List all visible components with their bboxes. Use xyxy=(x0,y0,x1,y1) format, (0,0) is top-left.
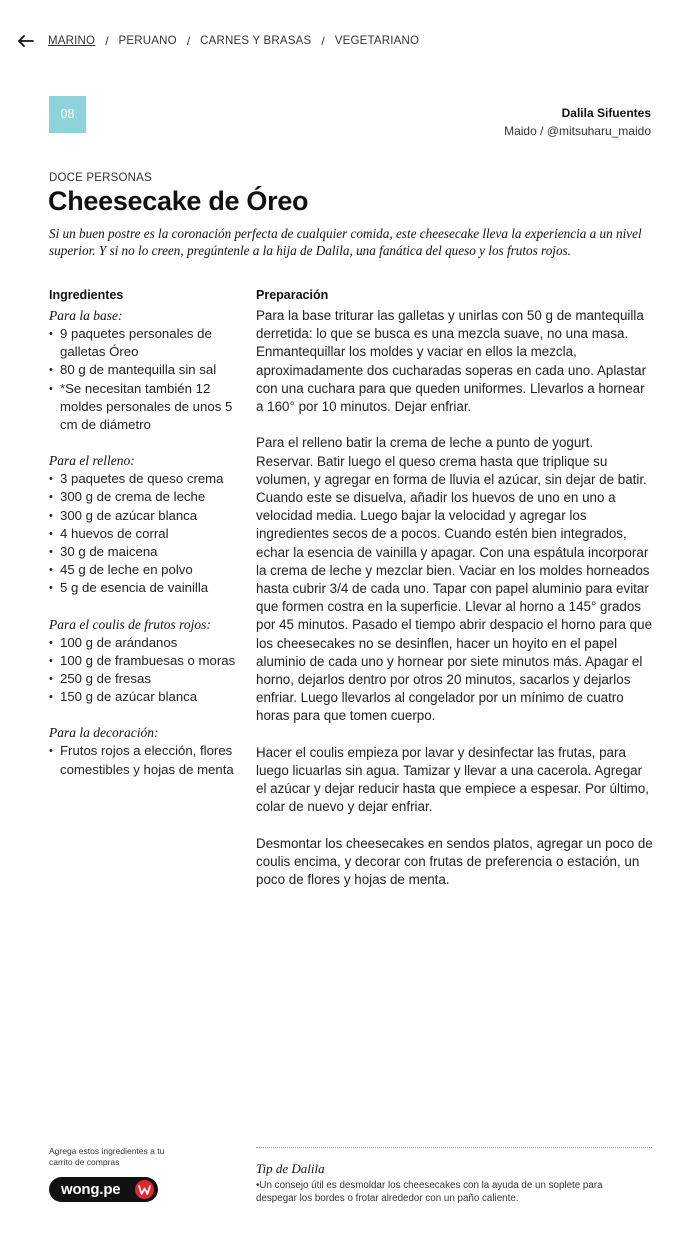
ingredients-column xyxy=(49,288,244,797)
ingredient-group-title: Para el coulis de frutos rojos: xyxy=(49,616,211,632)
ingredient-list xyxy=(49,470,244,597)
ingredient-item: • *Se necesitan también 12 moldes personales de unos 5 cm de diámetro xyxy=(49,380,244,435)
nav-item-peruano[interactable]: PERUANO xyxy=(118,35,177,47)
preparation-step: Hacer el coulis empieza por lavar y desinfectar las frutas, para luego licuarlas sin agua. Tamizar y llevar a una cacerola. Agregar el azúcar y dejar reducir hasta que empiece a espesar. Por último, colar de nuevo y dejar enfriar. xyxy=(256,744,649,815)
ingredient-list xyxy=(49,325,244,434)
ingredient-item: • 4 huevos de corral xyxy=(49,525,244,543)
category-breadcrumb xyxy=(16,30,419,52)
preparation-column xyxy=(256,288,654,908)
tip-text: •Un consejo útil es desmoldar los cheesecakes con la ayuda de un soplete para despegar los bordes o frotar alrededor con un paño caliente. xyxy=(256,1180,603,1204)
preparation-step: Desmontar los cheesecakes en sendos platos, agregar un poco de coulis encima, y decorar con frutas de preferencia o estación, un poco de flores y hojas de menta. xyxy=(256,835,653,888)
nav-item-marino[interactable]: MARINO xyxy=(48,35,96,47)
ingredient-item: • 100 g de frambuesas o moras xyxy=(49,652,244,670)
ingredient-item: • 80 g de mantequilla sin sal xyxy=(49,361,244,379)
preparation-step: Para el relleno batir la crema de leche a punto de yogurt. Reservar. Batir luego el queso crema hasta que triplique su volumen, y agregar en forma de lluvia el azúcar, sin dejar de batir. Cuando este se disuelva, añadir los huevos de uno en uno a velocidad media. Luego bajar la velocidad y agregar los ingredientes secos de a pocos. Cuando estén bien integrados, echar la esencia de vainilla y apagar. Con una espátula incorporar la crema de leche y mezclar bien. Vaciar en los moldes horneados hasta cubrir 3/4 de cada uno. Tapar con papel aluminio para evitar que formen costra en la superficie. Llevar al horno a 145° grados por 45 minutos. Pasado el tiempo abrir despacio el horno para que los cheesecakes no se desinflen, hacer un hoyito en el papel aluminio de cada uno y hornear por siete minutos más. Apagar el horno, dejarlos dentro por otros 20 minutos, sacarlos y dejarlos enfriar. Luego llevarlos al congelador por un mínimo de cuatro horas para que tomen cuerpo. xyxy=(256,435,653,724)
ingredient-item: • 5 g de esencia de vainilla xyxy=(49,579,244,597)
nav-item-carnes-y-brasas[interactable]: CARNES Y BRASAS xyxy=(200,35,312,47)
ingredient-item: • Frutos rojos a elección, flores comestibles y hojas de menta xyxy=(49,742,244,778)
tip-title: Tip de Dalila xyxy=(256,1161,325,1176)
nav-separator: / xyxy=(105,34,109,48)
footer-divider xyxy=(256,1147,652,1148)
ingredient-group-title: Para la decoración: xyxy=(49,725,159,741)
preparation-step: Para la base triturar las galletas y unirlas con 50 g de mantequilla derretida: lo que se busca es una mezcla suave, no una masa. Enmantequillar los moldes y vaciar en ellos la mezcla, aproximadamente dos cucharadas soperas en cada uno. Aplastar con una cuchara para que queden uniformes. Llevarlos a hornear a 160° por 10 minutos. Dejar enfriar. xyxy=(256,308,647,415)
ingredients-heading: Ingredientes xyxy=(49,288,124,302)
servings-label: DOCE PERSONAS xyxy=(49,172,152,184)
wong-logo-icon xyxy=(135,1180,154,1199)
wong-cart-button[interactable] xyxy=(49,1177,158,1202)
recipe-intro: Si un buen postre es la coronación perfecta de cualquier comida, este cheesecake lleva la experiencia a un nivel superior. Y si no lo creen, pregúntenle a la hija de Dalila, una fanática del queso y los frutos rojos. xyxy=(49,226,642,258)
ingredient-group-title: Para el relleno: xyxy=(49,453,135,469)
ingredient-item: • 250 g de fresas xyxy=(49,670,244,688)
recipe-title: Cheesecake de Óreo xyxy=(48,186,309,216)
ingredient-item: • 300 g de azúcar blanca xyxy=(49,507,244,525)
wong-button-label: wong.pe xyxy=(61,1181,121,1198)
ingredient-group-title: Para la base: xyxy=(49,308,123,323)
nav-separator: / xyxy=(186,34,191,48)
ingredient-item: • 3 paquetes de queso crema xyxy=(49,470,244,488)
nav-separator: / xyxy=(321,34,325,48)
ingredient-list xyxy=(49,634,244,707)
ingredient-item: • 30 g de maicena xyxy=(49,543,244,561)
nav-item-vegetariano[interactable]: VEGETARIANO xyxy=(334,35,420,47)
author-handle: Maido / @mitsuharu_maido xyxy=(504,124,651,138)
ingredient-item: • 45 g de leche en polvo xyxy=(49,561,244,579)
ingredient-item: • 100 g de arándanos xyxy=(49,634,244,652)
ingredient-list xyxy=(49,742,244,778)
author-name: Dalila Sifuentes xyxy=(561,106,651,120)
preparation-heading: Preparación xyxy=(256,288,329,302)
ingredient-item: • 300 g de crema de leche xyxy=(49,488,244,506)
recipe-number-badge: 08 xyxy=(49,96,86,133)
arrow-left-icon[interactable] xyxy=(16,31,36,51)
cart-prompt: Agrega estos ingredientes a tu carrito de compras xyxy=(49,1146,165,1167)
ingredient-item: • 150 g de azúcar blanca xyxy=(49,688,244,706)
ingredient-item: • 9 paquetes personales de galletas Óreo xyxy=(49,325,244,361)
author-block xyxy=(504,106,651,138)
